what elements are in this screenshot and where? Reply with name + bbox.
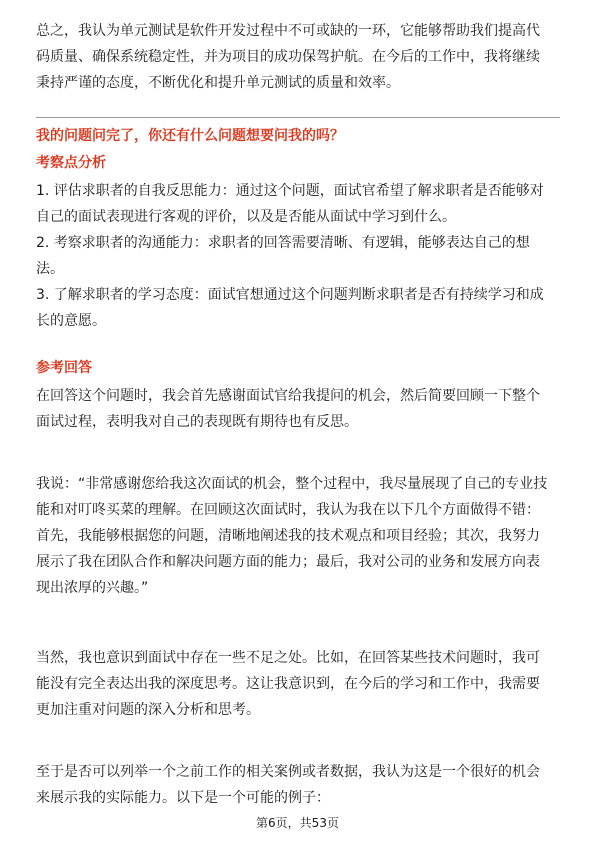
answer-p3-line: 当然，我也意识到面试中存在一些不足之处。比如，在回答某些技术问题时，我可 bbox=[36, 650, 540, 666]
answer-p2-line: 首先，我能够根据您的问题，清晰地阐述我的技术观点和项目经验；其次，我努力 bbox=[36, 528, 540, 544]
intro-line: 秉持严谨的态度，不断优化和提升单元测试的质量和效率。 bbox=[36, 75, 400, 91]
section-divider bbox=[36, 117, 560, 118]
analysis-line: 3. 了解求职者的学习态度：面试官想通过这个问题判断求职者是否有持续学习和成 bbox=[36, 287, 544, 303]
answer-p4-line: 至于是否可以列举一个之前工作的相关案例或者数据，我认为这是一个很好的机会 bbox=[36, 764, 540, 780]
answer-p3-line: 更加注重对问题的深入分析和思考。 bbox=[36, 702, 260, 718]
analysis-line: 2. 考察求职者的沟通能力：求职者的回答需要清晰、有逻辑，能够表达自己的想 bbox=[36, 235, 530, 251]
analysis-heading: 考察点分析 bbox=[36, 155, 106, 171]
answer-p1-line: 面试过程，表明我对自己的表现既有期待也有反思。 bbox=[36, 414, 358, 430]
answer-p2-line: 能和对叮咚买菜的理解。在回顾这次面试时，我认为我在以下几个方面做得不错： bbox=[36, 502, 540, 518]
analysis-line: 自己的面试表现进行客观的评价，以及是否能从面试中学习到什么。 bbox=[36, 209, 456, 225]
analysis-line: 长的意愿。 bbox=[36, 313, 106, 329]
analysis-line: 1. 评估求职者的自我反思能力：通过这个问题，面试官希望了解求职者是否能够对 bbox=[36, 183, 544, 199]
answer-p2-line: 我说：“非常感谢您给我这次面试的机会，整个过程中，我尽量展现了自己的专业技 bbox=[36, 476, 548, 492]
page-number: 第6页，共53页 bbox=[256, 816, 339, 830]
answer-p4-line: 来展示我的实际能力。以下是一个可能的例子： bbox=[36, 790, 330, 806]
answer-p2-line: 展示了我在团队合作和解决问题方面的能力；最后，我对公司的业务和发展方向表 bbox=[36, 554, 540, 570]
answer-p1-line: 在回答这个问题时，我会首先感谢面试官给我提问的机会，然后简要回顾一下整个 bbox=[36, 388, 540, 404]
answer-p2-line: 现出浓厚的兴趣。” bbox=[36, 580, 149, 596]
answer-p3-line: 能没有完全表达出我的深度思考。这让我意识到，在今后的学习和工作中，我需要 bbox=[36, 676, 540, 692]
intro-line: 码质量、确保系统稳定性，并为项目的成功保驾护航。在今后的工作中，我将继续 bbox=[36, 49, 540, 65]
question-title: 我的问题问完了，你还有什么问题想要问我的吗？ bbox=[36, 128, 344, 144]
answer-heading: 参考回答 bbox=[36, 360, 92, 376]
analysis-line: 法。 bbox=[36, 261, 64, 277]
intro-line: 总之，我认为单元测试是软件开发过程中不可或缺的一环，它能够帮助我们提高代 bbox=[36, 23, 540, 39]
